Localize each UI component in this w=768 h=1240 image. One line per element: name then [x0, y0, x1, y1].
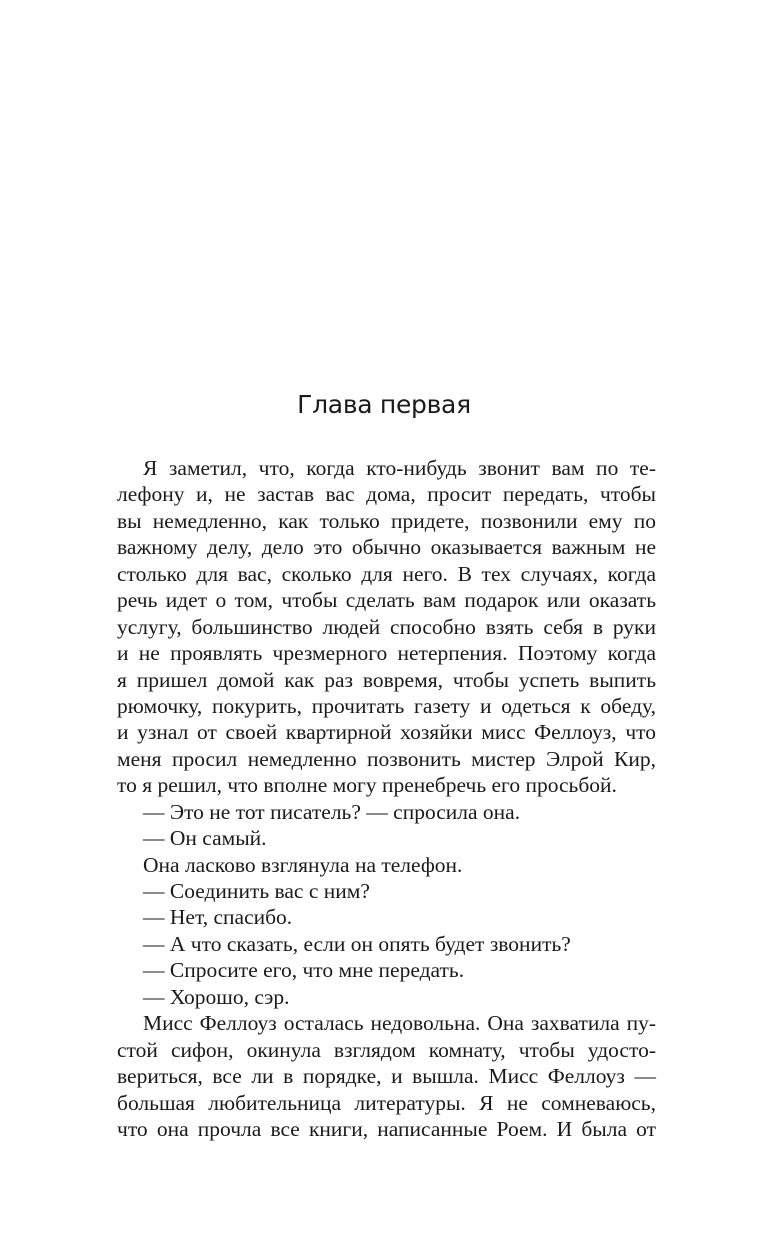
text-line: стой сифон, окинула взглядом комнату, чтобы удосто-	[117, 1037, 656, 1062]
text-line: — А что сказать, если он опять будет звонить?	[143, 931, 571, 956]
chapter-title: Глава первая	[297, 390, 471, 419]
text-line: — Хорошо, сэр.	[143, 984, 290, 1009]
text-line: — Спросите его, что мне передать.	[143, 958, 465, 983]
text-line: — Он самый.	[143, 826, 267, 851]
text-line: Я заметил, что, когда кто-нибудь звонит вам по те-	[143, 456, 656, 480]
text-line: — Соединить вас с ним?	[143, 879, 370, 903]
text-line: Мисс Феллоуз осталась недовольна. Она захватила пу-	[143, 1011, 656, 1036]
text-line: и не проявлять чрезмерного нетерпения. Поэтому когда	[117, 641, 656, 666]
text-line: и узнал от своей квартирной хозяйки мисс Феллоуз, что	[117, 720, 656, 745]
text-line: я пришел домой как раз вовремя, чтобы успеть выпить	[117, 667, 656, 692]
text-line: меня просил немедленно позвонить мистер Элрой Кир,	[117, 746, 656, 771]
text-line: рюмочку, покурить, прочитать газету и одеться к обеду,	[117, 693, 656, 718]
text-line: лефону и, не застав вас дома, просит передать, чтобы	[117, 482, 656, 507]
text-line: вериться, все ли в порядке, и вышла. Мисс Феллоуз —	[117, 1064, 656, 1089]
text-line: речь идет о том, чтобы сделать вам подарок или оказать	[117, 588, 656, 613]
text-line: то я решил, что вполне могу пренебречь его просьбой.	[117, 773, 617, 798]
text-line: что она прочла все книги, написанные Роем. И была от	[117, 1116, 656, 1141]
text-line: — Нет, спасибо.	[143, 905, 293, 930]
text-line: Она ласково взглянула на телефон.	[143, 852, 463, 877]
text-line: вы немедленно, как только придете, позвонили ему по	[117, 508, 656, 533]
text-line: услугу, большинство людей способно взять себя в руки	[117, 614, 656, 639]
text-line: большая любительница литературы. Я не сомневаюсь,	[117, 1090, 656, 1115]
body-text	[117, 455, 656, 1142]
text-line: — Это не тот писатель? — спросила она.	[143, 799, 521, 824]
text-line: важному делу, дело это обычно оказывается важным не	[117, 535, 656, 560]
text-line: столько для вас, сколько для него. В тех случаях, когда	[117, 561, 656, 586]
